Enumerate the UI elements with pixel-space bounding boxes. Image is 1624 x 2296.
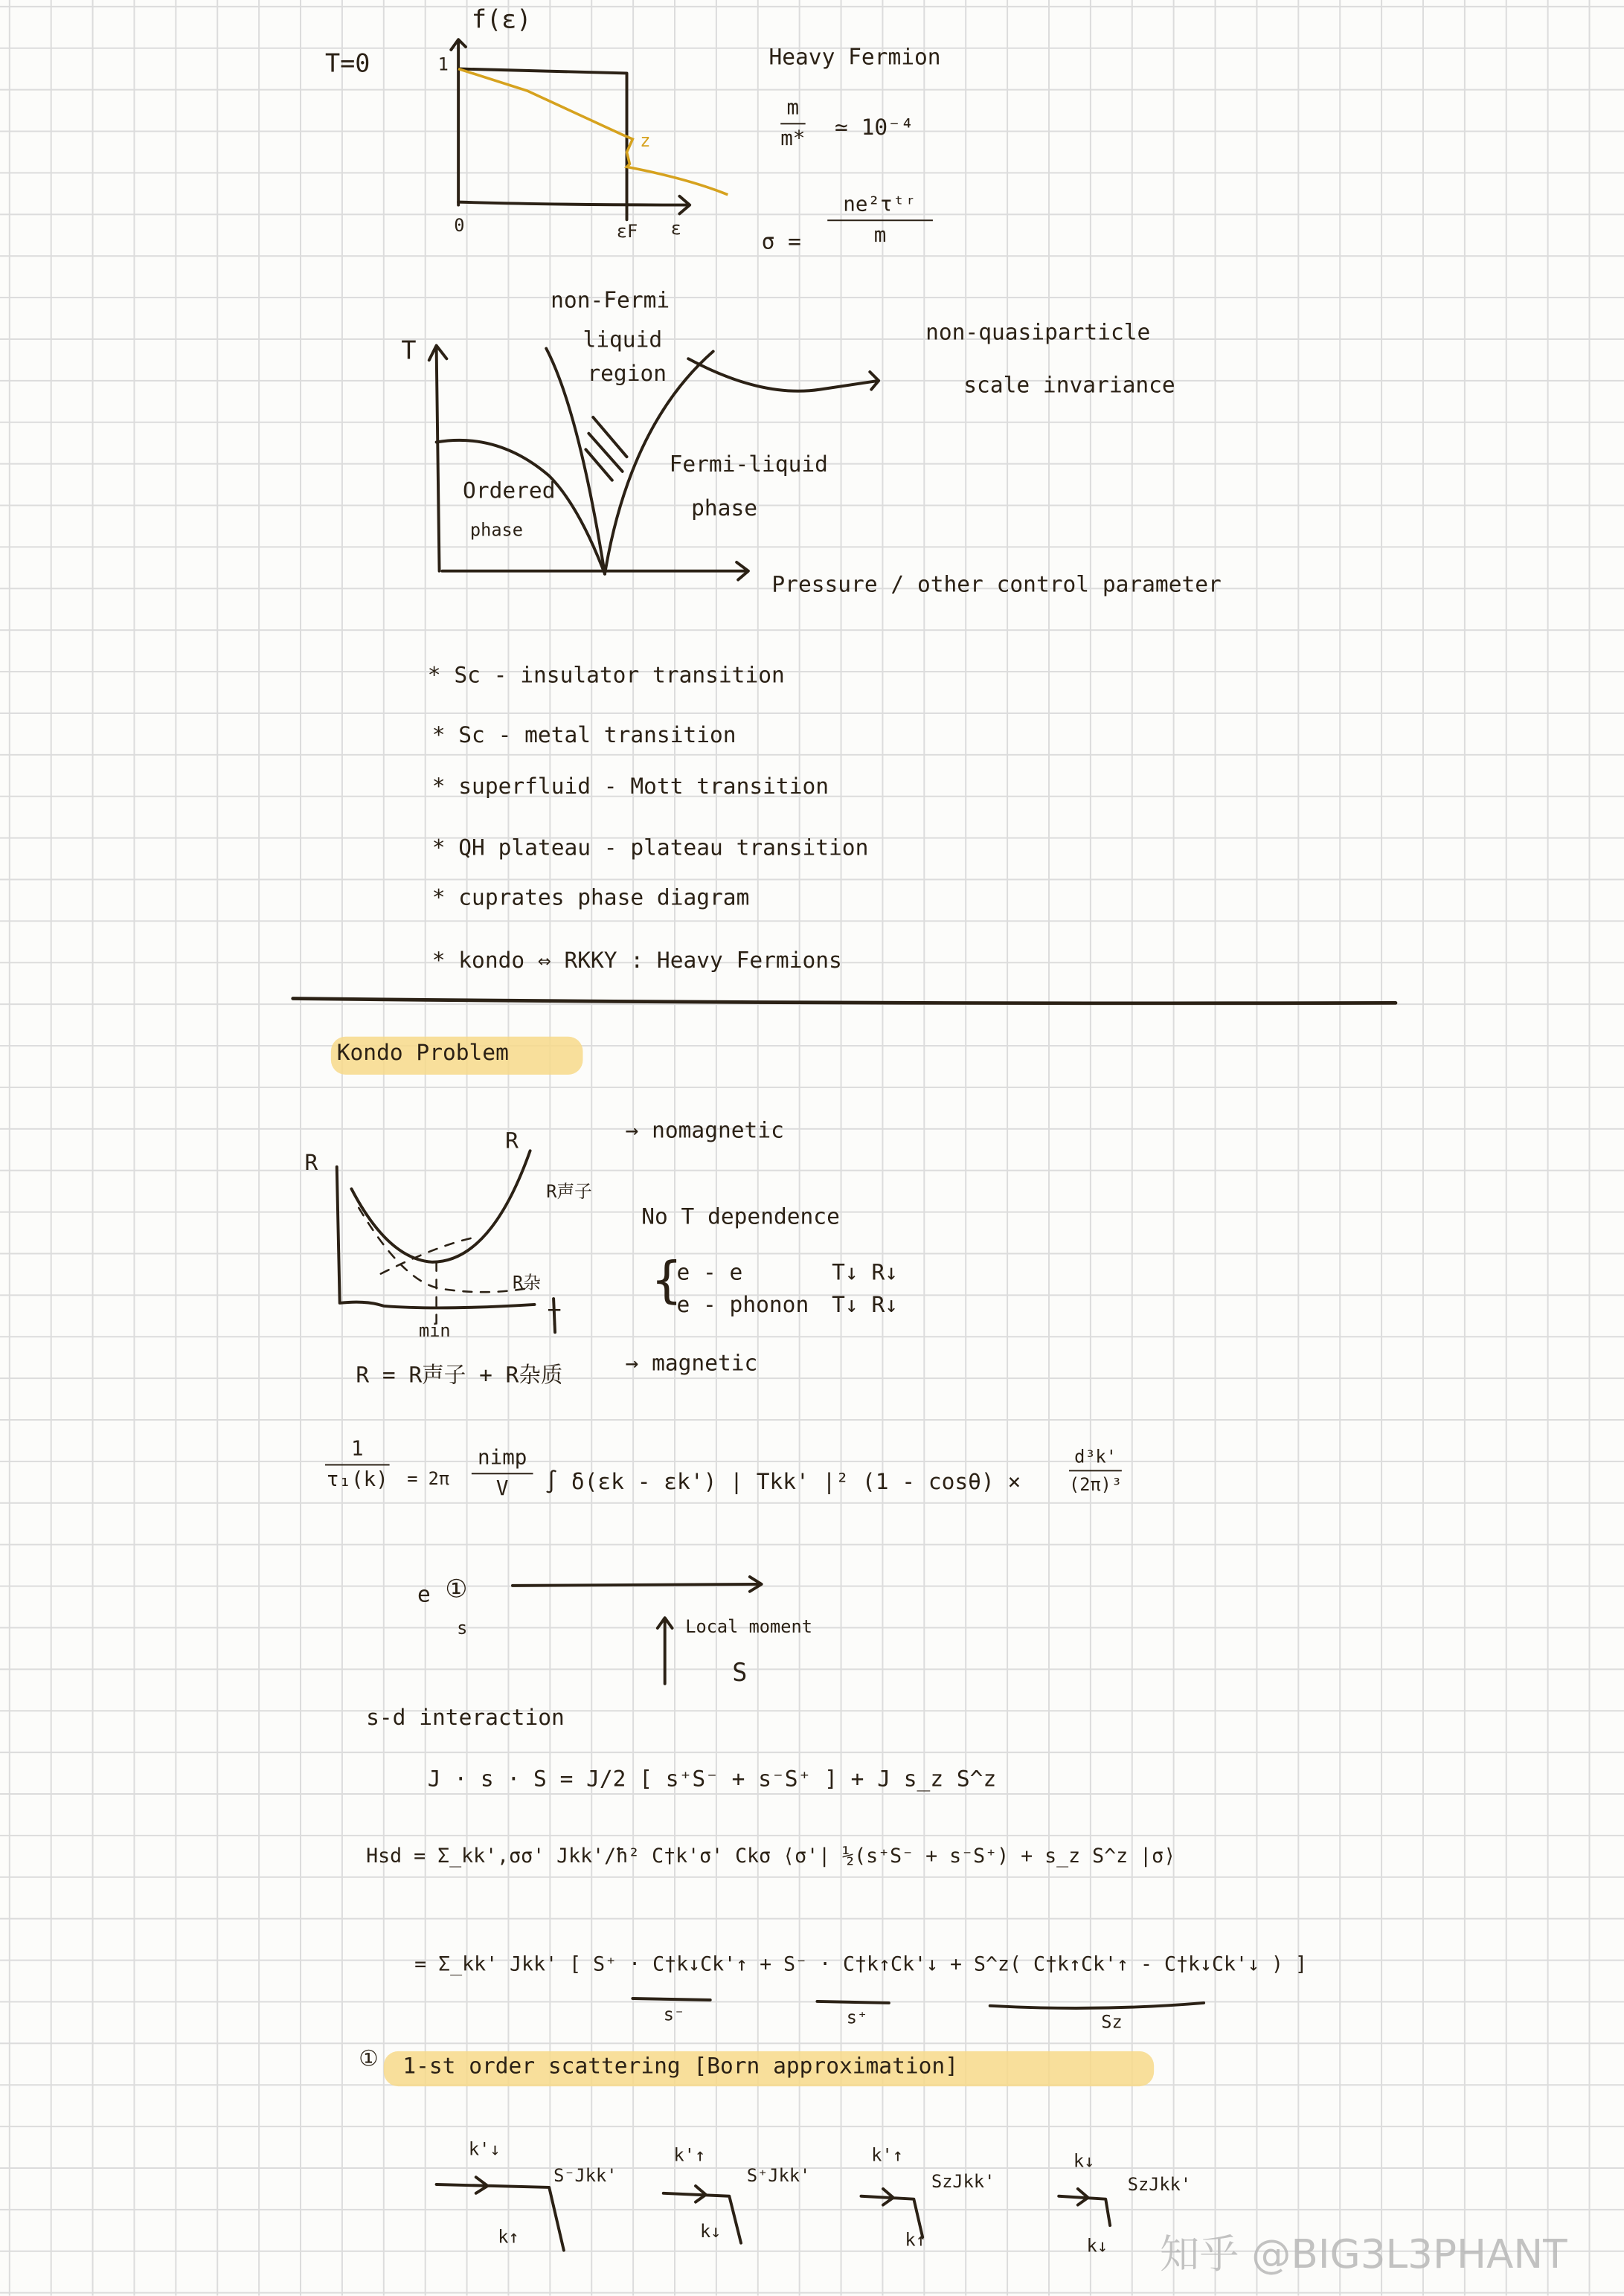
electron-label: e [417,1580,431,1608]
nimp-fraction [472,1447,533,1501]
no-t-dependence: No T dependence [641,1203,840,1230]
nfl-label-1: non-Fermi [551,286,670,314]
temperature-label: T=0 [325,49,370,80]
diagram-bottom-label: k↓ [1086,2235,1108,2257]
electron-arrow [513,1577,762,1592]
section-divider [293,999,1396,1003]
sigma-fraction [827,193,933,248]
hatch-marks [585,417,626,480]
fermi-liquid-label-1: Fermi-liquid [669,451,828,477]
list-item: * Sc - insulator transition [427,661,785,689]
sd-title: s-d interaction [366,1704,565,1731]
mass-ratio-value: ≃ 10⁻⁴ [835,114,914,141]
diagram-vertex-label: SzJkk' [1127,2174,1192,2195]
total-resistance-curve [351,1151,530,1262]
diagram-top-label: k'↑ [871,2144,903,2166]
diagram-vertex-label: S⁺Jkk' [746,2165,811,2186]
sigma-num: ne²τᵗʳ [843,193,917,217]
tau-lhs-num: 1 [351,1438,364,1461]
eph-label: e - phonon [676,1291,809,1318]
ordered-label-1: Ordered [463,477,556,504]
circled-one: ① [445,1575,468,1605]
sd-eq-3: = Σ_kk' Jkk' [ S⁺ · C†k↓Ck'↑ + S⁻ · C†k↑Ck'↓ + S^z( C†k↑Ck'↑ - C†k↓Ck'↓ ) ] [414,1952,1308,1977]
fermi-x-fermi: εF [616,221,638,242]
r-curve-label: R [505,1127,519,1154]
ordered-label-2: phase [469,519,524,541]
fermi-x-zero: 0 [454,215,465,236]
phase-y-axis-label: T [401,336,417,367]
underbrace-s-minus: s⁻ [663,2004,685,2025]
r-phonon-label: R声子 [546,1181,592,1203]
ordered-phase-boundary [437,440,605,574]
t-axis-label: T [548,1304,561,1331]
sigma-den: m [873,224,887,248]
mass-ratio-den: m* [780,127,806,151]
diagram-vertex-label: SzJkk' [931,2171,995,2192]
underbrace-s-plus: s⁺ [846,2007,868,2028]
heavy-fermion-title: Heavy Fermion [768,44,941,71]
nonmagnetic-label: → nomagnetic [625,1116,784,1144]
magnetic-label: → magnetic [625,1349,758,1377]
fermi-gap-label: z [640,130,651,151]
sigma-lhs: σ = [761,228,801,255]
list-item: * Sc - metal transition [431,721,736,748]
nfl-label-2: liquid [582,326,663,353]
underline-s-plus [817,2001,888,2003]
kondo-title: Kondo Problem [336,1039,509,1067]
fermi-plot-axes [451,39,690,219]
fermi-y-label: f(ε) [471,5,532,36]
moment-arrow [658,1618,673,1684]
list-item: * kondo ⇔ RKKY : Heavy Fermions [431,947,842,974]
resistance-plot-axes [337,1167,555,1332]
r-imp-label: R杂 [512,1272,541,1293]
nimp-num: nimp [478,1446,527,1470]
brace: { [651,1252,682,1311]
tau-eq: = 2π [407,1468,450,1489]
sd-eq-2: Hsd = Σ_kk',σσ' Jkk'/ħ² C†k'σ' Ckσ ⟨σ'| ½(s⁺S⁻ + s⁻S⁺) + s_z S^z |σ⟩ [366,1845,1176,1868]
annotation-arrow [688,358,879,390]
r-axis-label: R [304,1149,318,1176]
list-item: * superfluid - Mott transition [431,773,829,800]
watermark: 知乎 @BIG3L3PHANT [1160,2232,1567,2278]
list-item: * QH plateau - plateau transition [431,835,869,861]
mass-ratio [780,97,805,151]
nimp-den: V [495,1477,509,1501]
d3k-num: d³k' [1074,1446,1117,1467]
nfl-note-1: non-quasiparticle [925,319,1151,346]
list-item: * cuprates phase diagram [431,884,750,911]
fermi-x-label: ε [670,218,681,239]
born-title: 1-st order scattering [Born approximation] [402,2052,958,2080]
d3k-fraction [1069,1447,1122,1495]
eph-trend: T↓ R↓ [832,1291,898,1318]
nfl-note-2: scale invariance [963,371,1175,399]
mass-ratio-num: m [786,96,800,120]
diagram-bottom-label: k↑ [905,2230,926,2251]
d3k-den: (2π)³ [1069,1474,1123,1495]
born-number: ① [359,2045,379,2072]
spin-S-label: S [732,1659,748,1688]
tau-body: ∫ δ(εk - εk') | Tkk' |² (1 - cosθ) × [545,1468,1021,1495]
underline-sz [990,2003,1204,2008]
diagram-top-label: k'↑ [673,2144,706,2166]
nfl-label-3: region [587,360,667,387]
ee-trend: T↓ R↓ [832,1258,898,1286]
local-moment-label: Local moment [685,1616,812,1637]
underbrace-sz: Sz [1101,2011,1123,2033]
spin-s-label: s [457,1618,468,1639]
tau-lhs-den: τ₁(k) [326,1468,388,1492]
fermi-y-one: 1 [437,54,449,75]
tau-lhs [325,1438,390,1492]
scattering-diagram-lines [437,2177,1111,2250]
diagram-top-label: k'↓ [468,2138,501,2160]
r-sum: R = R声子 + R杂质 [356,1361,563,1389]
ee-label: e - e [676,1258,743,1286]
fermi-liquid-label-2: phase [691,495,758,521]
sd-eq-1: J · s · S = J/2 [ s⁺S⁻ + s⁻S⁺ ] + J s_z S^z [427,1766,997,1792]
min-label: min [418,1320,451,1342]
diagram-bottom-label: k↑ [498,2227,519,2248]
fermi-distribution-line [458,69,728,195]
diagram-top-label: k↓ [1073,2150,1095,2172]
phase-x-axis-label: Pressure / other control parameter [771,570,1222,598]
diagram-vertex-label: S⁻Jkk' [553,2165,617,2186]
underline-s-minus [632,1998,710,2000]
diagram-bottom-label: k↓ [699,2221,722,2242]
